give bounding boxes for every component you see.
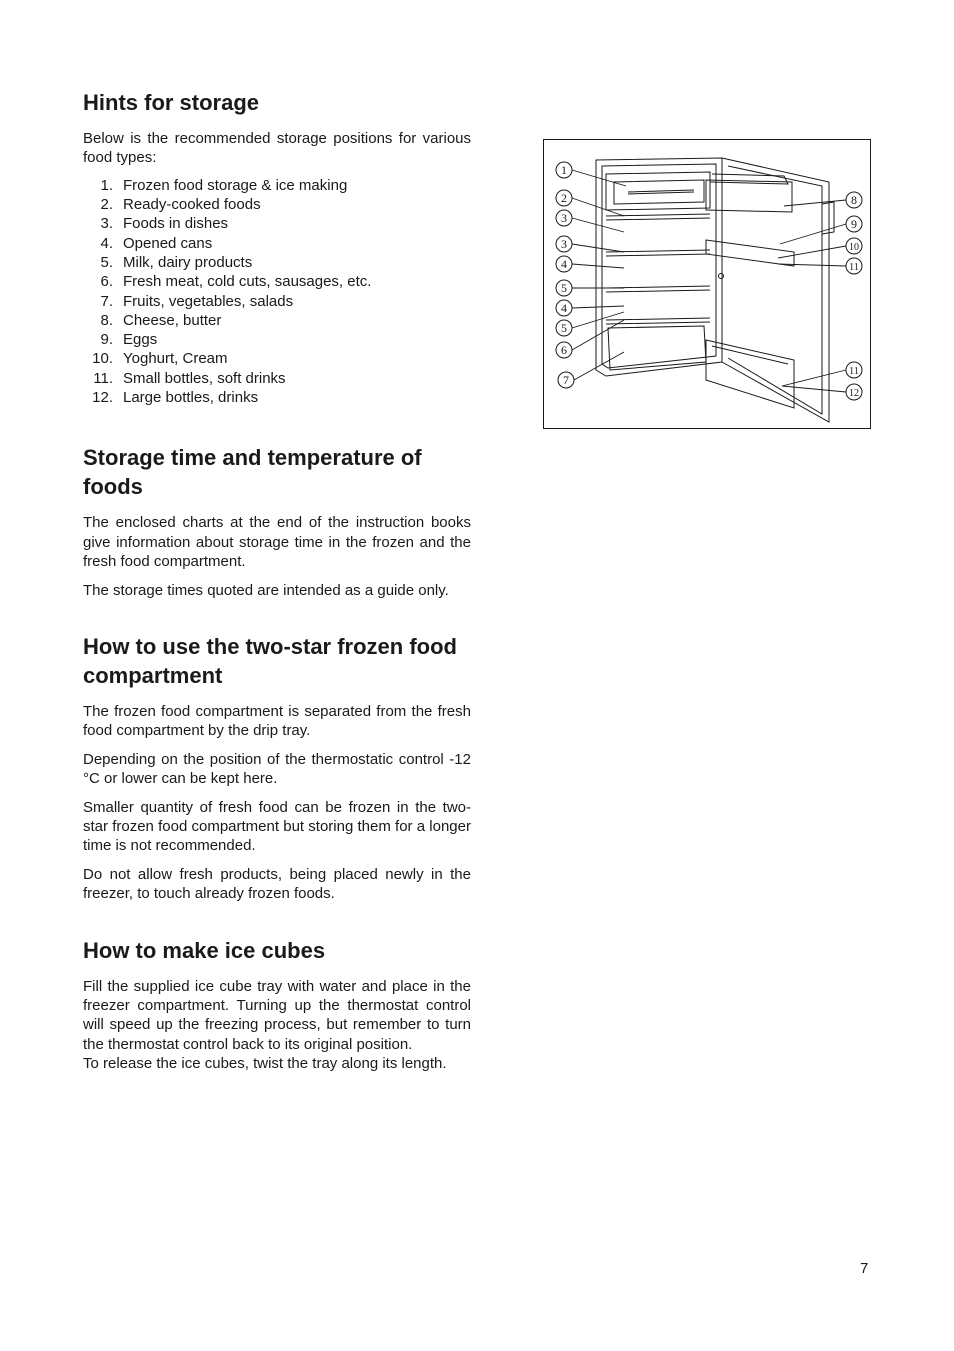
callout-label: 5 [561, 321, 567, 335]
cabinet-inner [602, 164, 716, 368]
list-item-text: Fruits, vegetables, salads [123, 292, 294, 310]
list-item-number: 12. [92, 389, 113, 407]
callout-label: 5 [561, 281, 567, 295]
list-item-number: 4. [100, 234, 113, 252]
shelf-3 [606, 286, 710, 292]
callout-5 [556, 280, 572, 296]
list-item-text: Milk, dairy products [123, 254, 253, 271]
callout-leader-line [574, 352, 624, 380]
storage-list-item [83, 330, 471, 349]
callout-11 [846, 362, 862, 378]
fridge-diagram [543, 139, 871, 429]
callout-4 [556, 256, 572, 272]
storage-time-heading: Storage time and temperature of foods [83, 445, 422, 500]
door-shelf-lower [706, 340, 794, 408]
callout-2 [556, 190, 572, 206]
callout-leader-line [780, 224, 846, 244]
storage-time-paragraph-2: The storage times quoted are intended as a guide only. [83, 581, 449, 599]
two-star-heading: How to use the two-star frozen food compartment [83, 634, 457, 688]
storage-list-item [83, 349, 471, 368]
ice-cubes-paragraph-1: Fill the supplied ice cube tray with water and place in the freezer compartment. Turning up the thermostat control will speed up the freezing process, but remember to turn the thermostat control back to its original position. [83, 977, 471, 1053]
list-item-text: Ready-cooked foods [123, 196, 261, 214]
list-item-number: 6. [100, 273, 113, 291]
callout-label: 6 [561, 343, 567, 357]
storage-list-item [83, 214, 471, 233]
storage-list-item [83, 176, 471, 195]
two-star-section [83, 632, 471, 904]
two-star-paragraph-3: Smaller quantity of fresh food can be frozen in the two-star frozen food compartment but storing them for a longer time is not recommended. [83, 798, 471, 855]
callout-label: 10 [849, 242, 859, 253]
list-item-number: 7. [100, 292, 113, 310]
two-star-paragraph-1: The frozen food compartment is separated from the fresh food compartment by the drip tray. [83, 703, 471, 740]
callout-11 [846, 258, 862, 274]
callout-leader-line [572, 306, 624, 308]
door-outline [722, 158, 829, 422]
callout-leader-line [572, 244, 624, 252]
callout-label: 4 [561, 257, 567, 271]
callout-9 [846, 216, 862, 232]
list-item-text: Opened cans [123, 234, 213, 252]
hints-heading: Hints for storage [83, 90, 260, 115]
list-item-text: Yoghurt, Cream [123, 350, 228, 368]
callout-4 [556, 300, 572, 316]
ice-cubes-heading: How to make ice cubes [83, 937, 326, 963]
callout-label: 2 [561, 191, 567, 205]
hints-intro: Below is the recommended storage positions for various food types: [83, 130, 471, 167]
callout-8 [846, 192, 862, 208]
text-column [83, 88, 471, 1074]
list-item-text: Small bottles, soft drinks [123, 369, 286, 387]
shelf-2 [606, 250, 710, 256]
fridge-illustration [544, 140, 870, 428]
list-item-number: 3. [100, 215, 113, 233]
callout-label: 9 [851, 217, 857, 231]
crisper [608, 326, 706, 370]
list-item-text: Fresh meat, cold cuts, sausages, etc. [123, 273, 372, 291]
two-star-paragraph-2: Depending on the position of the thermostatic control -12 °C or lower can be kept here. [83, 750, 471, 788]
callout-12 [846, 384, 862, 400]
list-item-text: Frozen food storage & ice making [123, 176, 348, 194]
list-item-number: 1. [100, 176, 113, 194]
two-star-paragraph-4: Do not allow fresh products, being placed newly in the freezer, to touch already frozen foods. [83, 865, 471, 903]
callout-leader-line [782, 386, 846, 392]
list-item-text: Foods in dishes [123, 215, 229, 233]
callout-10 [846, 238, 862, 254]
callout-label: 11 [849, 366, 859, 377]
callout-7 [558, 372, 574, 388]
storage-time-section [83, 443, 471, 600]
hints-section [83, 88, 471, 407]
callout-1 [556, 162, 572, 178]
list-item-number: 5. [100, 254, 113, 271]
callout-leader-line [572, 320, 624, 350]
page-number: 7 [860, 1260, 869, 1277]
list-item-number: 2. [100, 196, 113, 214]
callout-label: 3 [561, 237, 567, 251]
door-compartment [706, 180, 792, 212]
callout-label: 4 [561, 301, 567, 315]
list-item-number: 9. [100, 331, 113, 349]
list-item-number: 11. [93, 369, 113, 387]
list-item-text: Eggs [123, 331, 158, 349]
storage-list [83, 176, 471, 408]
callout-3 [556, 236, 572, 252]
storage-list-item [83, 311, 471, 330]
callout-label: 11 [849, 262, 859, 273]
callout-leader-line [572, 198, 624, 216]
callout-label: 3 [561, 211, 567, 225]
ice-cubes-paragraph-2: To release the ice cubes, twist the tray along its length. [83, 1055, 447, 1073]
callout-leader-line [782, 370, 846, 386]
storage-list-item [83, 272, 471, 291]
callout-label: 12 [849, 388, 859, 399]
storage-list-item [83, 253, 471, 272]
list-item-number: 8. [100, 311, 113, 329]
storage-time-paragraph-1: The enclosed charts at the end of the instruction books give information about storage time in the frozen and the fresh food compartment. [83, 514, 471, 571]
storage-list-item [83, 388, 471, 407]
callout-leader-line [572, 170, 626, 186]
list-item-text: Cheese, butter [123, 311, 222, 329]
storage-list-item [83, 234, 471, 253]
callout-5 [556, 320, 572, 336]
storage-list-item [83, 292, 471, 311]
callout-6 [556, 342, 572, 358]
callout-label: 7 [563, 373, 569, 387]
storage-list-item [83, 369, 471, 388]
list-item-number: 10. [92, 350, 113, 368]
callout-leader-line [778, 246, 846, 258]
ice-cubes-section [83, 936, 471, 1074]
callout-3 [556, 210, 572, 226]
callout-leader-line [572, 264, 624, 268]
callout-label: 1 [561, 163, 567, 177]
callout-label: 8 [851, 193, 857, 207]
list-item-text: Large bottles, drinks [123, 389, 259, 407]
door-inner [728, 166, 822, 414]
callout-leader-line [784, 200, 846, 206]
storage-list-item [83, 195, 471, 214]
